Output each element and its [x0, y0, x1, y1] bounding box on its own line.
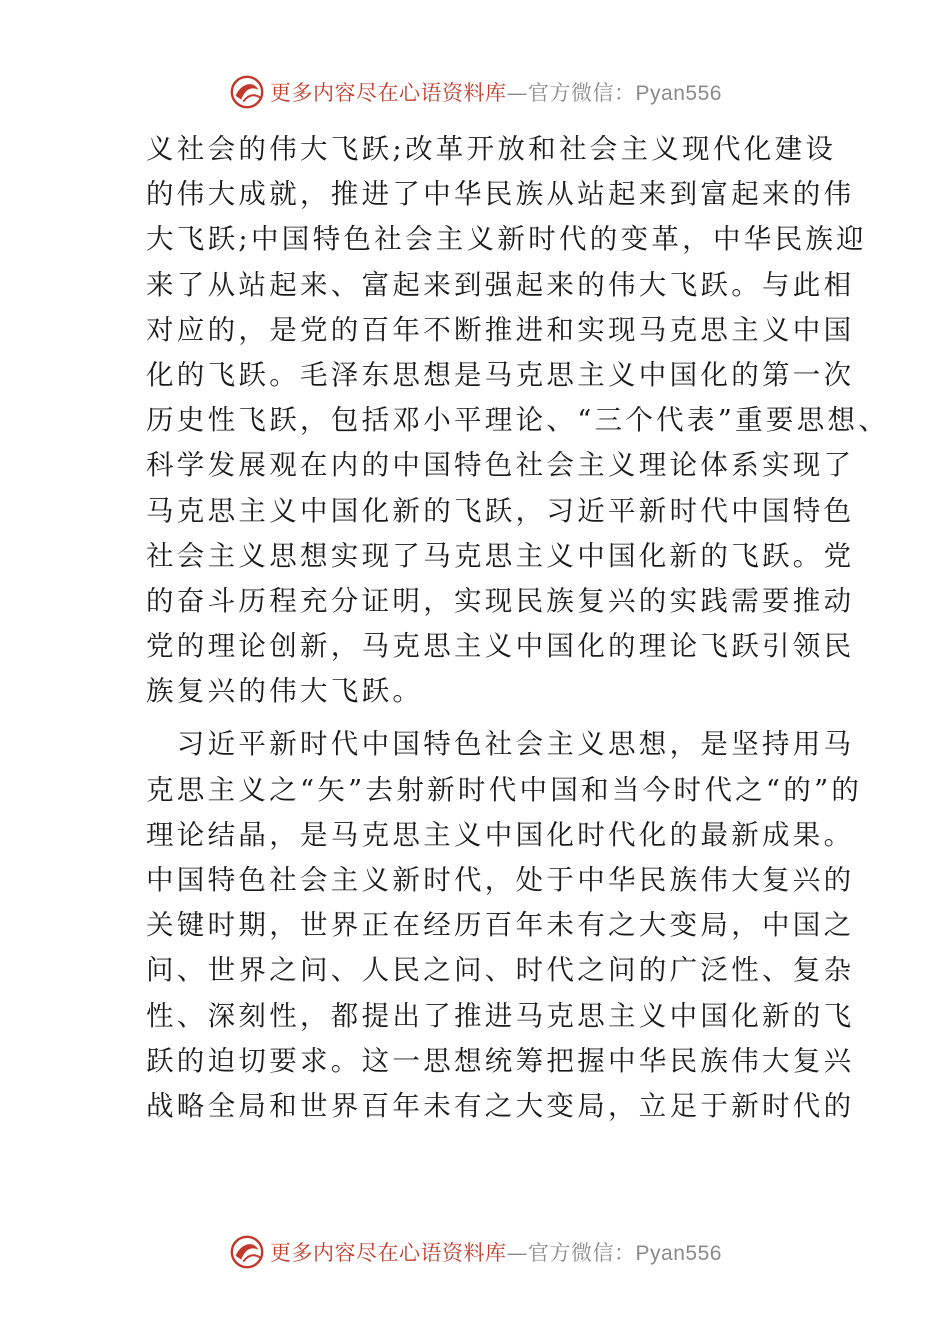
text-line: 义社会的伟大飞跃;改革开放和社会主义现代化建设 [146, 133, 837, 165]
watermark-label: 官方微信： [528, 1241, 636, 1265]
watermark-separator: — [506, 1241, 529, 1265]
text-line: 科学发展观在内的中国特色社会主义理论体系实现了 [146, 449, 855, 482]
text-line: 大飞跃;中国特色社会主义新时代的变革，中华民族迎 [146, 223, 867, 256]
watermark-id: Pyan556 [635, 1242, 722, 1265]
text-line: 族复兴的伟大飞跃。 [146, 675, 424, 708]
text-line: 跃的迫切要求。这一思想统筹把握中华民族伟大复兴 [146, 1044, 855, 1077]
text-line: 关键时期，世界正在经历百年未有之大变局，中国之 [146, 909, 855, 942]
paragraph-2 [146, 722, 863, 1129]
red-swirl-logo-icon [228, 73, 266, 111]
text-line: 理论结晶，是马克思主义中国化时代化的最新成果。 [146, 818, 855, 851]
text-line: 来了从站起来、富起来到强起来的伟大飞跃。与此相 [146, 268, 855, 301]
watermark-main: 更多内容尽在心语资料库 [270, 81, 507, 105]
text-line: 的奋斗历程充分证明，实现民族复兴的实践需要推动 [146, 584, 855, 617]
text-line: 的伟大成就，推进了中华民族从站起来到富起来的伟 [146, 178, 855, 211]
document-body [146, 127, 890, 1129]
text-line: 问、世界之问、人民之问、时代之问的广泛性、复杂 [146, 954, 855, 987]
text-line: 习近平新时代中国特色社会主义思想，是坚持用马 [146, 728, 855, 761]
text-line: 对应的，是党的百年不断推进和实现马克思主义中国 [146, 313, 855, 346]
text-line: 历史性飞跃，包括邓小平理论、“三个代表”重要思想、 [146, 404, 890, 437]
text-line: 党的理论创新，马克思主义中国化的理论飞跃引领民 [146, 630, 855, 663]
watermark-main: 更多内容尽在心语资料库 [270, 1241, 507, 1265]
header-watermark [0, 70, 950, 114]
watermark-text [270, 1237, 722, 1267]
text-line: 性、深刻性，都提出了推进马克思主义中国化新的飞 [146, 999, 855, 1032]
footer-watermark [0, 1230, 950, 1274]
text-line: 化的飞跃。毛泽东思想是马克思主义中国化的第一次 [146, 358, 855, 391]
text-line: 中国特色社会主义新时代，处于中华民族伟大复兴的 [146, 864, 855, 896]
paragraph-spacer [146, 714, 806, 722]
text-line: 马克思主义中国化新的飞跃，习近平新时代中国特色 [146, 494, 855, 527]
text-line: 战略全局和世界百年未有之大变局，立足于新时代的 [146, 1089, 855, 1122]
text-line: 社会主义思想实现了马克思主义中国化新的飞跃。党 [146, 539, 855, 572]
text-line: 克思主义之“矢”去射新时代中国和当今时代之“的”的 [146, 773, 863, 806]
watermark-text [270, 77, 722, 107]
watermark-id: Pyan556 [635, 82, 722, 105]
red-swirl-logo-icon [228, 1233, 266, 1271]
watermark-separator: — [506, 81, 529, 105]
paragraph-1 [146, 127, 890, 714]
watermark-label: 官方微信： [528, 81, 636, 105]
